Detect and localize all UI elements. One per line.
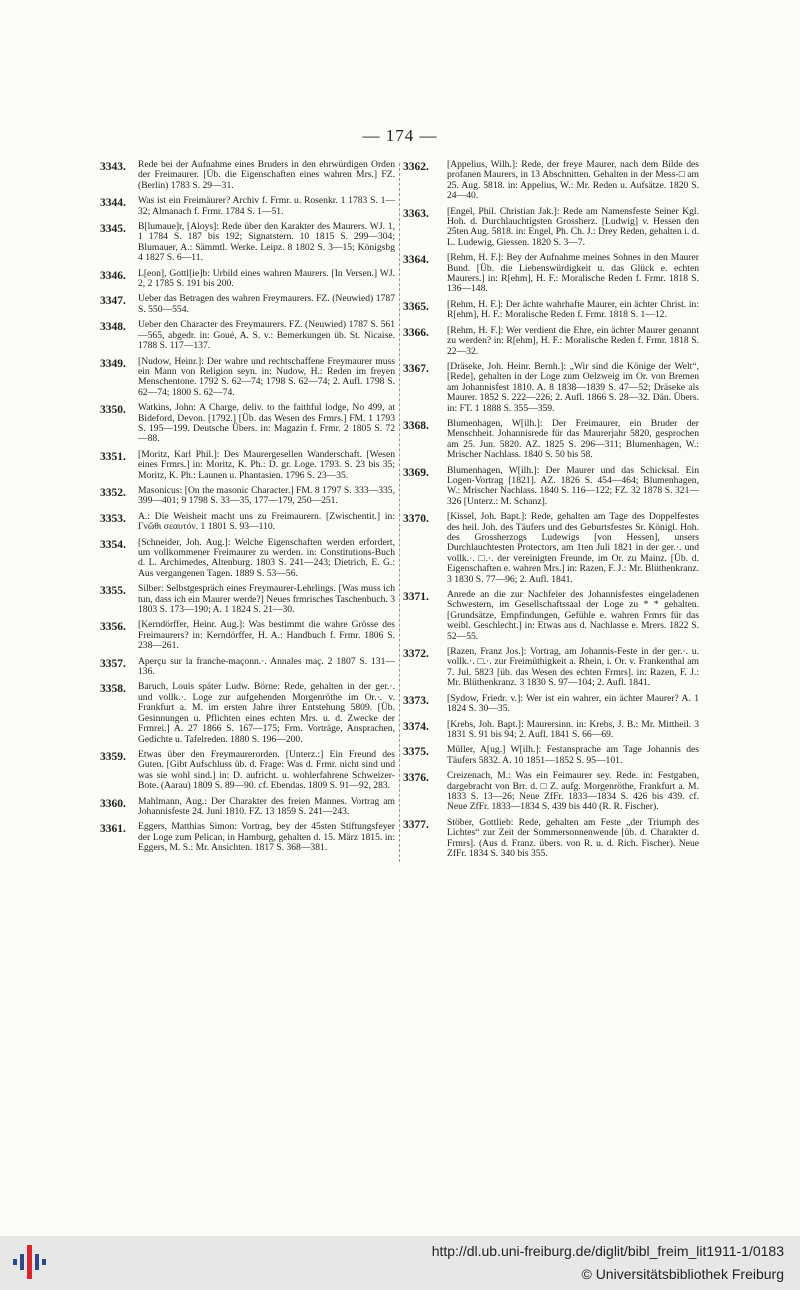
entry-number: 3345.: [100, 223, 126, 236]
bibliography-entry: [100, 222, 395, 264]
entry-text: Müller, A[ug.] W[ilh.]: Festansprache am Tage Johannis des Täufers 5832. A. 10 1851—1852 S. 95—101.: [447, 744, 699, 766]
entry-text: [Nudow, Heinr.]: Der wahre und rechtschaffene Freymaurer muss ein Mann von Religion seyn. in: Nudow, H.: Reden im freyen Menschentone. 1792 S. 62—74; 1798 S. 62—74; 2. Aufl. 1798 S. 62—74; 1800 S. 62—74.: [138, 355, 395, 398]
entry-text: [Kissel, Joh. Bapt.]: Rede, gehalten am Tage des Doppelfestes des heil. Joh. des Täufers und des Geburtsfestes Sr. Königl. Hoh. des Grossherzogs Ludewigs [von Hessen], unsers Durchlauchtesten Protectors, am 1ten Juli 1821 in der ger.·. und vollk.·. □.·. der vereinigten Freunde, im Or. zu Mainz. [Üb. d. Eigenschaften e. wahren Mrs.] in: Razen, F. J.: Mr. Blüthenkranz. 3 1830 S. 77—96; 2. Aufl. 1841.: [447, 511, 699, 585]
entry-text: [Schneider, Joh. Aug.]: Welche Eigenschaften werden erfordert, um vollkommener Freimaurer zu werden. in: Constitutions-Buch d. L. Archimedes, Altenburg. 1803 S. 241—243; Dietrich, E. G.: Aus vergangenen Tagen. 1889 S. 53—56.: [138, 536, 395, 579]
bibliography-entry: [100, 450, 395, 481]
entry-text: [Dräseke, Joh. Heinr. Bernh.]: „Wir sind die Könige der Welt“, [Rede], gehalten in der Loge zum Oelzweig im Or. von Bremen am Johannisfest 1810. A. 8 1838—1839 S. 47—52; Dräseke als Maurer. 1852 S. 222—226; 2. Aufl. 1866 S. 28—32. Dän. Übers. in: FT. 1 1888 S. 355—359.: [447, 360, 699, 414]
entry-number: 3375.: [403, 746, 429, 759]
entry-number: 3354.: [100, 538, 126, 551]
entry-number: 3364.: [403, 254, 429, 267]
bibliography-entry: [403, 694, 699, 715]
entry-text: Anrede an die zur Nachfeier des Johannisfestes eingeladenen Schwestern, im Gesellschaftssaal der Loge zu * * gehalten. [Grundsätze, Empfindungen, Gefühle e. wahren Frmrs für das weibl. Geschlecht.] in: Etwas aus d. Nachlasse e. Mrers. 1822 S. 52—55.: [447, 589, 699, 642]
entry-number: 3363.: [403, 207, 429, 220]
entry-text: [Rehm, H. F.]: Bey der Aufnahme meines Sohnes in den Maurer Bund. [Üb. die Liebenswürdigkeit u. das Glück e. echten Maurers.] in: R[ehm], H. F.: Moralische Reden f. Frmr. 1818 S. 136—148.: [447, 252, 699, 295]
bibliography-entry: [100, 797, 395, 818]
entry-number: 3361.: [100, 823, 126, 836]
bibliography-entry: [403, 771, 699, 813]
entry-text: Silber: Selbstgespräch eines Freymaurer-Lehrlings. [Was muss ich tun, dass ich ein Maurer werde?] Neues frmrisches Taschenbuch. 3 1803 S. 173—190; A. 1 1824 S. 21—30.: [138, 583, 395, 616]
entry-text: Was ist ein Freimäurer? Archiv f. Frmr. u. Rosenkr. 1 1783 S. 1—32; Almanach f. Frmr. 1784 S. 1—51.: [138, 195, 395, 217]
bibliography-entry: [403, 745, 699, 766]
entry-text: Watkins, John: A Charge, deliv. to the faithful lodge, No 499, at Bideford, Devon. [1792.] [Üb. das Wesen des Frmrs.] FM. 1 1793 S. 195—199. Deutsche Übers. in: Magazin f. Frmr. 2 1805 S. 72—88.: [138, 402, 395, 445]
entry-text: Ueber den Character des Freymaurers. FZ. (Neuwied) 1787 S. 561—565, abgedr. in: Goué, A. S. v.: Bemerkungen üb. St. Nicaise. 1788 S. 117—137.: [138, 319, 395, 352]
entry-number: 3348.: [100, 321, 126, 334]
bibliography-entry: [403, 590, 699, 642]
entry-text: Blumenhagen, W[ilh.]: Der Maurer und das Schicksal. Ein Logen-Vortrag [1821]. AZ. 1826 S. 454—464; Blumenhagen, W.: Mrischer Nachlass. 1840 S. 116—122; FZ. 32 1878 S. 321—326 [Unterz.: M. Schanz].: [447, 464, 699, 507]
entry-text: Baruch, Louis später Ludw. Börne: Rede, gehalten in der ger.·. und vollk.·. Loge zur aufgehenden Morgenröthe im Or.·. v. Frankfurt a. M. im ersten Jahre ihrer Entstehung 5809. [Üb. Gesinnungen u. Pflichten eines echten Mrs. u. d. Zwecke der Frmrei.] A. 27 1866 S. 167—175; Frm. Vorträge, Ansprachen, Gedichte u. Tafelreden. 1880 S. 196—200.: [138, 681, 395, 745]
bibliography-entry: [100, 512, 395, 533]
entry-number: 3358.: [100, 683, 126, 696]
bibliography-entry: [100, 357, 395, 399]
bibliography-entry: [100, 822, 395, 853]
entry-text: [Rehm, H. F.]: Wer verdient die Ehre, ein ächter Maurer genannt zu werden? in: R[ehm], H. F.: Moralische Reden f. Frmr. 1818 S. 22—32.: [447, 324, 699, 357]
ub-freiburg-logo-icon[interactable]: [10, 1241, 50, 1283]
bibliography-entry: [100, 486, 395, 507]
entry-text: Aperçu sur la franche-maçonn.·. Annales maç. 2 1807 S. 131—136.: [138, 655, 395, 678]
bibliography-entry: [100, 403, 395, 445]
entry-text: [Krebs, Joh. Bapt.]: Maurersinn. in: Krebs, J. B.: Mr. Mittheil. 3 1831 S. 91 bis 94; 2. Aufl. 1841 S. 66—69.: [447, 718, 699, 740]
entry-number: 3353.: [100, 512, 126, 525]
bibliography-entry: [403, 253, 699, 295]
entry-number: 3377.: [403, 818, 429, 831]
bibliography-entry: [403, 720, 699, 741]
entry-number: 3366.: [403, 326, 429, 339]
entry-number: 3346.: [100, 269, 126, 282]
entry-text: Mahlmann, Aug.: Der Charakter des freien Mannes. Vortrag am Johannisfeste 24. Juni 1810. FZ. 13 1859 S. 241—243.: [138, 795, 395, 817]
entry-text: A.: Die Weisheit macht uns zu Freimaurern. [Zwischentit.] in: Γνῶθι σεαυτόν. 1 1801 S. 93—110.: [138, 510, 395, 533]
entry-number: 3371.: [403, 591, 429, 604]
entry-text: Ueber das Betragen des wahren Freymaurers. FZ. (Neuwied) 1787 S. 550—554.: [138, 293, 395, 315]
column-divider: [399, 163, 400, 862]
bibliography-entry: [403, 512, 699, 585]
entry-text: [Rehm, H. F.]: Der ächte wahrhafte Maurer, ein ächter Christ. in: R[ehm], H. F.: Moralische Reden f. Frmr. 1818 S. 1—12.: [447, 298, 699, 321]
entry-number: 3376.: [403, 772, 429, 785]
entry-number: 3355.: [100, 585, 126, 598]
entry-text: [Razen, Franz Jos.]: Vortrag, am Johannis-Feste in der ger.·. u. vollk.·. □.·. zur Freimüthigkeit a. Rhein, i. Or. v. Frankenthal am 7. Jul. 5823 [üb. das Wesen des echten Frmrs]. in: Razen, F. J.: Mr. Blüthenkranz. 3 1830 S. 97—104; 2. Aufl. 1841.: [447, 646, 699, 689]
entry-number: 3350.: [100, 404, 126, 417]
entry-number: 3343.: [100, 161, 126, 173]
entry-number: 3347.: [100, 295, 126, 308]
entry-number: 3373.: [403, 694, 429, 707]
entry-text: B[lumaue]r, [Aloys]: Rede über den Karakter des Maurers. WJ. 1, 1 1784 S. 187 bis 192; Signatstern. 10 1815 S. 299—304; Blumauer, A.: Sämmtl. Werke. Leipz. 8 1802 S. 3—15; Königsbg 4 1827 S. 6—11.: [138, 221, 395, 264]
bibliography-entry: [100, 294, 395, 315]
entry-number: 3367.: [403, 362, 429, 375]
entry-number: 3351.: [100, 450, 126, 463]
entry-text: Rede bei der Aufnahme eines Bruders in den ehrwürdigen Orden der Freimaurer. [Üb. die Eigenschaften eines wahren Mrs.] FZ. (Berlin) 1783 S. 29—31.: [138, 159, 395, 191]
entry-number: 3349.: [100, 357, 126, 370]
entry-number: 3374.: [403, 720, 429, 733]
entry-text: L[eon], Gottl[ie]b: Urbild eines wahren Maurers. [In Versen.] WJ. 2, 2 1785 S. 191 bis 200.: [138, 267, 395, 290]
entry-number: 3360.: [100, 797, 126, 810]
bibliography-entry: [100, 160, 395, 191]
entry-text: [Engel, Phil. Christian Jak.]: Rede am Namensfeste Seiner Kgl. Hoh. d. Durchlauchtigsten Grossherz. [Ludwig] v. Hessen den 25ten Aug. 5818. in: Engel, Ph. Ch. J.: Drey Reden, gehalten i. d. L. Ludewig, Giessen. 1820 S. 3—7.: [447, 205, 699, 248]
right-column: [403, 160, 699, 859]
bibliography-entry: [100, 584, 395, 615]
bibliography-entry: [403, 419, 699, 461]
entry-number: 3368.: [403, 419, 429, 432]
entry-number: 3370.: [403, 513, 429, 526]
entry-text: [Moritz, Karl Phil.]: Des Maurergesellen Wanderschaft. [Wesen eines Frmrs.] in: Moritz, K. Ph.: D. gr. Loge. 1793. S. 23 bis 35; Moritz, K. Ph.: Launen u. Phantasien. 1796 S. 23—35.: [138, 448, 395, 481]
page-number: — 174 —: [362, 126, 438, 145]
entry-number: 3372.: [403, 648, 429, 661]
footer-copyright: © Universitätsbibliothek Freiburg: [581, 1266, 784, 1282]
entry-number: 3365.: [403, 300, 429, 313]
entry-text: Blumenhagen, W[ilh.]: Der Freimaurer, ein Bruder der Menschheit. Johannisrede für das Maurerjahr 5820, gesprochen am 25. Jun. 5820. AZ. 1825 S. 296—311; Blumenhagen, W.: Mrischer Nachlass. 1840 S. 50 bis 58.: [447, 417, 699, 461]
entry-text: [Appelius, Wilh.]: Rede, der freye Maurer, nach dem Bilde des profanen Maurers, in 13 Abschnitten. Gehalten in der Mess-□ am 25. Aug. 5818. in: Appelius, W.: Mr. Reden u. Aufsätze. 1820 S. 24—40.: [447, 159, 699, 202]
entry-number: 3352.: [100, 486, 126, 499]
bibliography-entry: [100, 682, 395, 744]
bibliography-entry: [403, 466, 699, 508]
bibliography-entry: [403, 207, 699, 249]
bibliography-entry: [403, 647, 699, 689]
entry-number: 3356.: [100, 621, 126, 634]
bibliography-entry: [403, 326, 699, 357]
entry-text: Creizenach, M.: Was ein Feimaurer sey. Rede. in: Festgaben, dargebracht von Brr. d. □ Z. aufg. Morgenröthe, Frankfurt a. M. 1833 S. 13—26; Neue ZfFr. 1833—1834 S. 426 bis 439. cf. Neue ZfFr. 1833—1834 S. 439 bis 440 (R. R. Fischer).: [447, 770, 699, 813]
entry-number: 3362.: [403, 161, 429, 173]
entry-text: Stöber, Gottlieb: Rede, gehalten am Feste „der Triumph des Lichtes“ zur Zeit der Sommersonnenwende [üb. d. Charakter d. Frmrs]. (Aus d. Franz. übers. von R. u. d. Rich. Fischer). Neue ZfFr. 1834 S. 340 bis 355.: [447, 816, 699, 859]
entry-text: Etwas über den Freymaurerorden. [Unterz.:] Ein Freund des Guten. [Gibt Aufschluss üb. d. Frage: Was d. Frmr. nicht sind und was sie wohl sind.] in: D. aufricht. u. wohlerfahrene Schweizer-Bote. (Aarau) 1809 S. 89—90. cf. Ebendas. 1809 S. 91—92, 283.: [138, 748, 395, 792]
entry-text: Masonicus: [On the masonic Character.] FM. 8 1797 S. 333—335, 399—401; 9 1798 S. 33—35, 177—179, 250—251.: [138, 484, 395, 507]
entry-number: 3369.: [403, 466, 429, 479]
entry-text: [Kerndörffer, Heinr. Aug.]: Was bestimmt die wahre Grösse des Freimaurers? in: Kerndörffer, H. A.: Handbuch f. Frmr. 1806 S. 238—261.: [138, 619, 395, 652]
entry-text: [Sydow, Friedr. v.]: Wer ist ein wahrer, ein ächter Maurer? A. 1 1824 S. 30—35.: [447, 692, 699, 715]
entry-number: 3344.: [100, 197, 126, 210]
bibliography-entry: [100, 657, 395, 678]
bibliography-entry: [403, 160, 699, 202]
bibliography-entry: [403, 300, 699, 321]
left-column: [100, 160, 395, 854]
bibliography-entry: [100, 620, 395, 651]
bibliography-entry: [100, 269, 395, 290]
bibliography-entry: [100, 196, 395, 217]
bibliography-entry: [403, 362, 699, 414]
bibliography-entry: [100, 538, 395, 580]
bibliography-entry: [100, 750, 395, 792]
entry-number: 3359.: [100, 750, 126, 763]
entry-text: Eggers, Matthias Simon: Vortrag, bey der 45sten Stiftungsfeyer der Loge zum Pelican, in Hamburg, gehalten d. 15. März 1815. in: Eggers, M. S.: Mr. Ansichten. 1817 S. 368—381.: [138, 821, 395, 854]
footer-url-link[interactable]: http://dl.ub.uni-freiburg.de/diglit/bibl_freim_lit1911-1/0183: [431, 1243, 784, 1259]
bibliography-entry: [403, 818, 699, 860]
bibliography-entry: [100, 320, 395, 351]
entry-number: 3357.: [100, 657, 126, 670]
